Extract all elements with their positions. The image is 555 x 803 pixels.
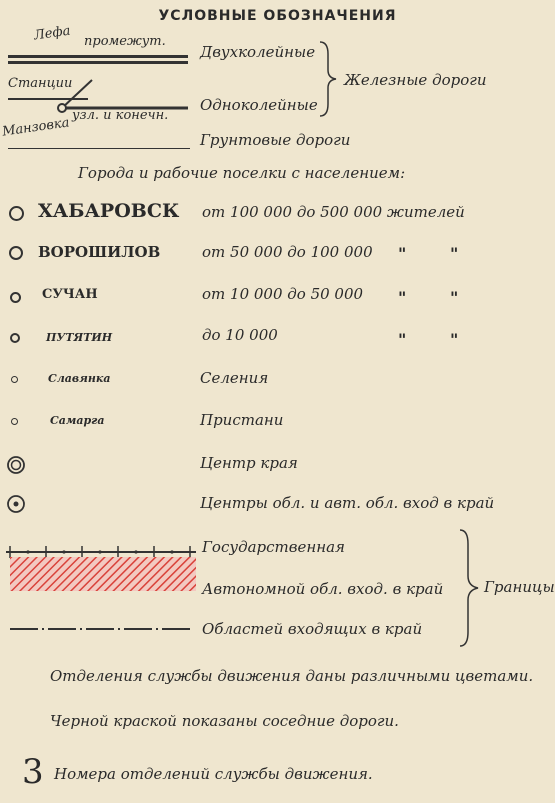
label-oblast-border: Областей входящих в край (202, 620, 423, 638)
city-name-4: ПУТЯТИН (46, 331, 113, 344)
division-number-sample: 3 (22, 752, 44, 792)
city-circle-icon (9, 206, 24, 221)
city-desc-4: до 10 000 (202, 326, 278, 344)
ditto-mark: " (398, 244, 407, 263)
ditto-mark: " (450, 288, 459, 307)
village-circle-icon (11, 376, 18, 383)
village-desc: Селения (200, 369, 269, 387)
pier-desc: Пристани (200, 411, 284, 429)
city-name-3: СУЧАН (42, 287, 98, 302)
krai-center-icon (6, 455, 28, 477)
double-track-line-bottom (8, 61, 188, 64)
label-railways-group: Железные дороги (344, 71, 487, 89)
ditto-mark: " (398, 288, 407, 307)
oblast-center-icon (6, 494, 28, 516)
village-name: Славянка (48, 372, 111, 385)
city-desc-3: от 10 000 до 50 000 (202, 285, 364, 303)
note-numbers: Номера отделений службы движения. (54, 765, 373, 783)
border-symbols (4, 538, 200, 648)
railway-brace-icon (318, 40, 340, 118)
ditto-mark: " (450, 244, 459, 263)
label-stantsii: Станции (8, 76, 73, 91)
note-black: Черной краской показаны соседние дороги. (50, 712, 399, 730)
label-lefa: Лефа (33, 23, 72, 44)
ditto-mark: " (398, 330, 407, 349)
label-uzl-konech: узл. и конечн. (72, 108, 169, 123)
label-autonomous-border: Автономной обл. вход. в край (202, 580, 444, 598)
label-promezhut: промежут. (84, 34, 166, 49)
town-circle-icon (10, 292, 21, 303)
label-centers-obl: Центры обл. и авт. обл. вход в край (200, 494, 495, 512)
settlements-heading: Города и рабочие поселки с населением: (78, 164, 406, 182)
pier-name: Самарга (50, 414, 105, 427)
autonomous-border-hatch (10, 557, 196, 591)
pier-circle-icon (11, 418, 18, 425)
label-single: Одноколейные (200, 96, 318, 114)
city-name-1: ХАБАРОВСК (38, 200, 180, 222)
city-circle-icon (9, 246, 23, 260)
borders-brace-icon (458, 528, 484, 648)
label-double: Двухколейные (200, 43, 316, 61)
label-center-krai: Центр края (200, 454, 298, 472)
note-colors: Отделения службы движения даны различными цветами. (50, 667, 534, 685)
label-dirt: Грунтовые дороги (200, 131, 351, 149)
city-desc-1: от 100 000 до 500 000 жителей (202, 203, 465, 221)
dirt-road-line (8, 148, 190, 149)
double-track-line-top (8, 55, 188, 58)
state-border-line (6, 546, 196, 558)
label-state-border: Государственная (202, 538, 345, 556)
label-borders-group: Границы (484, 578, 555, 596)
city-desc-2: от 50 000 до 100 000 (202, 243, 373, 261)
city-name-2: ВОРОШИЛОВ (38, 243, 161, 261)
legend-title: УСЛОВНЫЕ ОБОЗНАЧЕНИЯ (158, 8, 397, 24)
ditto-mark: " (450, 330, 459, 349)
settlement-circle-icon (10, 333, 20, 343)
label-manzovka: Манзовка (1, 115, 71, 140)
